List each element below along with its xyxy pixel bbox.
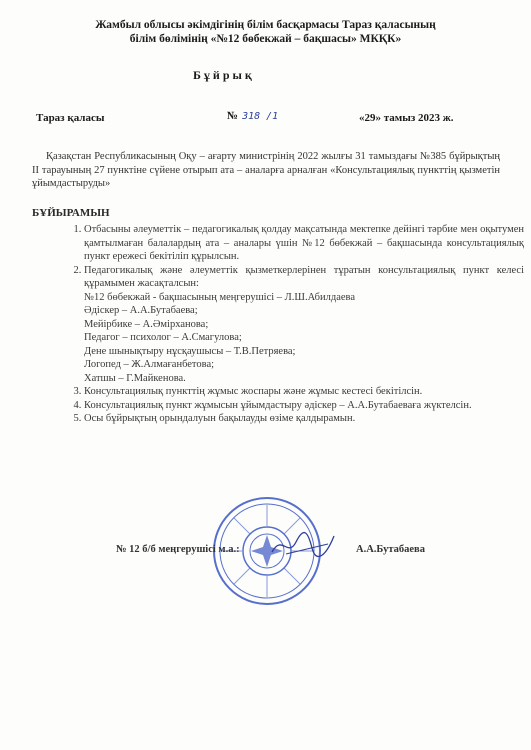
- member-5: Дене шынықтыру нұсқаушысы – Т.В.Петряева;: [84, 345, 296, 357]
- order-number: [227, 110, 278, 122]
- organization-header: [40, 18, 491, 46]
- order-title: Бұйрық: [193, 68, 255, 82]
- order-item-3: [84, 385, 524, 399]
- order-item-1-text: Отбасыны әлеуметтік – педагогикалық қолдау мақсатында мектепке дейінгі тәрбие мен оқытумен қамтылмаған балалардың ата – аналары үшін №12 бөбекжай – бақшасында консультациялық пункт ережесі бекітіліп құрылсын.: [84, 224, 524, 262]
- order-item-5-text: Осы бұйрықтың орындалуын бақылауды өзіме қалдырамын.: [84, 413, 356, 424]
- member-6: Логопед – Ж.Алмағанбетова;: [84, 359, 215, 370]
- signatory-name: А.А.Бутабаева: [356, 544, 425, 555]
- signatory-position: № 12 б/б меңгерушісі м.а.:: [116, 544, 240, 555]
- member-1: №12 бөбекжай - бақшасының меңгерушісі – Л.Ш.Абилдаева: [84, 291, 356, 303]
- order-item-3-text: Консультациялық пункттің жұмыс жоспары және жұмыс кестесі бекітілсін.: [84, 386, 423, 397]
- header-line-2: білім бөлімінің «№12 бөбекжай – бақшасы» МКҚК»: [129, 33, 402, 45]
- order-item-5: [84, 412, 524, 426]
- order-item-4: [84, 399, 524, 413]
- member-7: Хатшы – Г.Майкенова.: [84, 372, 186, 384]
- handwritten-signature-icon: [268, 530, 338, 560]
- member-4: Педагог – психолог – А.Смагулова;: [84, 332, 242, 343]
- city-label: Тараз қаласы: [36, 112, 105, 124]
- member-2: Әдіскер – А.А.Бутабаева;: [84, 305, 198, 316]
- order-item-2-text: Педагогикалық және әлеуметтік қызметкерлерінен тұратын консультациялық пункт келесі құрамымен жасақталсын:: [84, 264, 524, 289]
- member-3: Мейірбике – А.Әмірханова;: [84, 318, 209, 330]
- order-item-1: [84, 223, 524, 264]
- handwritten-number: 318 /1: [242, 111, 279, 122]
- header-line-1: Жамбыл облысы әкімдігінің білім басқармасы Тараз қаласының: [95, 19, 436, 31]
- number-label: №: [227, 110, 239, 122]
- intro-paragraph: Қазақстан Республикасының Оқу – ағарту министрінің 2022 жылғы 31 тамыздағы №385 бұйрықтың II тарауының 27 пунктіне сүйене отырып ата – аналарға арналған «Консультациялық пункттің қызметін ұйымдастыруды»: [32, 151, 500, 189]
- order-date: «29» тамыз 2023 ж.: [359, 112, 454, 124]
- order-items-list: [60, 223, 524, 426]
- order-heading: БҰЙЫРАМЫН: [32, 207, 110, 219]
- order-item-4-text: Консультациялық пункт жұмысын ұйымдастыру әдіскер – А.А.Бутабаеваға жүктелсін.: [84, 399, 472, 411]
- order-item-2: [84, 264, 524, 386]
